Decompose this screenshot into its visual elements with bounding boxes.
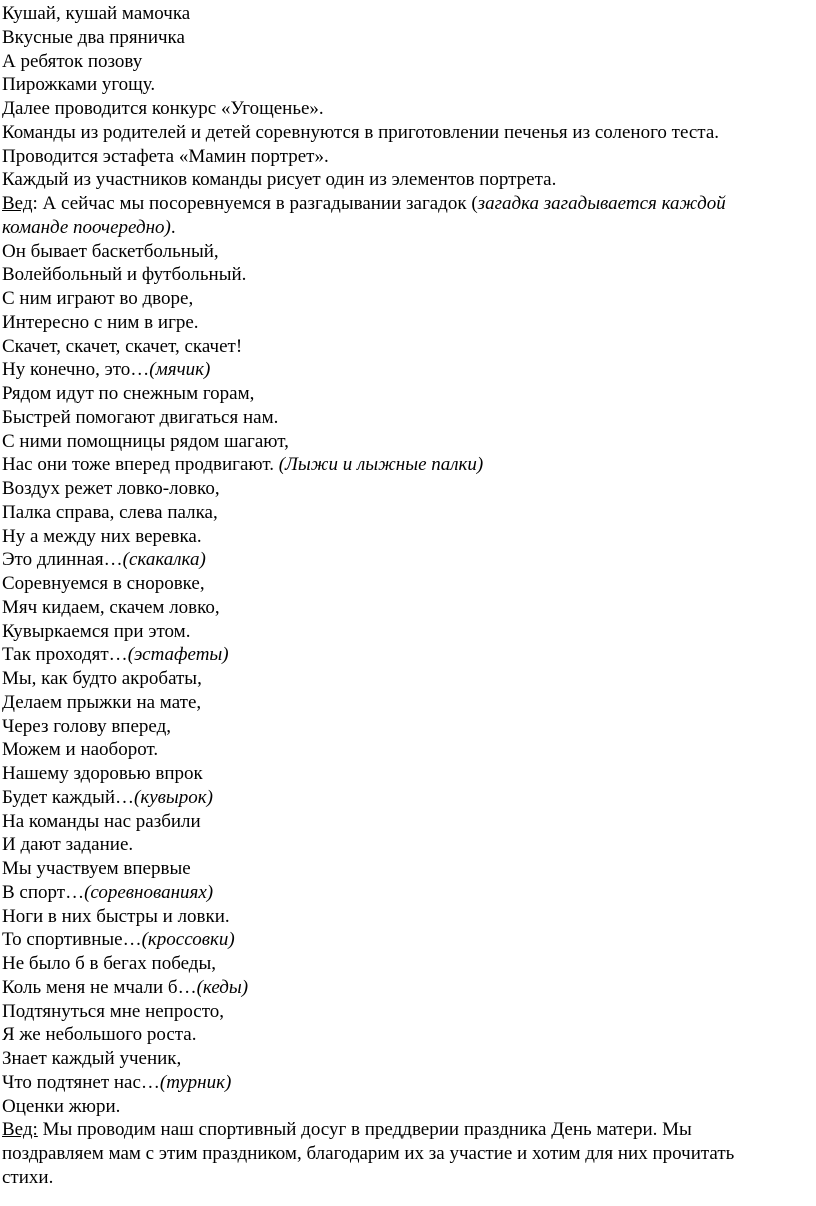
text-run: (кеды) [196,976,249,998]
text-line [2,430,289,454]
text-run: Рядом идут по снежным горам, [2,383,255,404]
text-run: Воздух режет ловко-ловко, [2,478,220,499]
text-run: стихи. [2,1166,54,1188]
text-line [2,857,191,881]
text-run: Волейбольный и футбольный. [2,264,247,286]
text-run: Вкусные два пряничка [2,26,185,48]
text-line [2,1023,196,1047]
text-run: А ребяток позову [2,50,143,72]
text-line [2,358,210,382]
text-line [2,1071,231,1095]
text-run: Ноги в них быстры и ловки. [2,905,230,927]
text-run: Кушай, кушай мамочка [2,3,191,24]
text-run: Можем и наоборот. [2,739,159,761]
text-line [2,97,324,121]
text-run: На команды нас разбили [2,810,201,832]
text-run: Это длинная… [2,549,123,571]
text-run: Нас они тоже вперед продвигают. [2,454,279,476]
text-line [2,121,719,145]
text-line [2,26,185,50]
text-run: Не было б в бегах победы, [2,953,216,974]
text-run: Мяч кидаем, скачем ловко, [2,596,220,618]
text-run: (скакалка) [122,549,206,571]
text-line [2,50,142,74]
text-run: Делаем прыжки на мате, [2,691,202,713]
text-line [2,477,220,501]
text-run: Каждый из участников команды рисует один из элементов портрета. [2,169,557,191]
text-line [2,691,201,715]
text-line [2,382,254,406]
text-line [2,976,248,1000]
text-line [2,406,278,430]
text-run: С ним играют во дворе, [2,288,194,309]
text-run: (кроссовки) [141,929,235,951]
text-run: (турник) [159,1071,232,1093]
text-line [2,928,235,952]
text-line [2,738,158,762]
text-line [2,548,206,572]
text-run: Будет каждый… [2,786,134,808]
text-run: (соревнованиях) [84,881,214,903]
text-line [2,145,329,169]
text-run: : А сейчас мы посоревнуемся в разгадывании загадок ( [32,193,478,214]
text-line [2,1000,224,1024]
text-line [2,905,230,929]
text-run: Мы, как будто акробаты, [2,668,202,689]
text-run: загадка загадывается каждой [477,193,726,214]
text-line [2,833,133,857]
text-line [2,786,213,810]
text-run: Вед [2,193,33,214]
text-run: Знает каждый ученик, [2,1048,182,1069]
text-run: Скачет, скачет, скачет, скачет! [2,335,243,357]
text-run: В спорт… [2,881,85,903]
text-line [2,810,201,834]
text-line [2,168,556,192]
text-run: Проводится эстафета «Мамин портрет». [2,145,329,167]
text-run: (мячик) [149,359,211,381]
text-run: Интересно с ним в игре. [2,311,199,333]
text-line [2,952,216,976]
text-run: Коль меня не мчали б… [2,976,197,998]
text-line [2,192,726,216]
text-line [2,335,242,359]
text-run: Далее проводится конкурс «Угощенье». [2,98,324,119]
text-run: Я же небольшого роста. [2,1024,197,1046]
text-run: Мы участвуем впервые [2,858,191,879]
text-run: Соревнуемся в сноровке, [2,573,205,594]
text-line [2,1095,120,1119]
text-line [2,643,229,667]
text-line [2,216,176,240]
text-line [2,762,203,786]
text-line [2,73,155,97]
text-line [2,572,205,596]
text-run: Быстрей помогают двигаться нам. [2,406,279,428]
text-run: Через голову вперед, [2,715,171,737]
text-line [2,501,218,525]
text-line [2,311,199,335]
text-run: Мы проводим наш спортивный досуг в преддверии праздника День матери. Мы [37,1119,692,1141]
text-run: (кувырок) [134,786,213,808]
text-line [2,263,246,287]
text-run: (эстафеты) [127,644,229,666]
text-line [2,715,171,739]
text-line [2,525,202,549]
text-run: Палка справа, слева палка, [2,501,218,523]
text-line [2,881,213,905]
text-run: Ну конечно, это… [2,359,150,381]
text-run: Подтянуться мне непросто, [2,1000,225,1022]
text-run: Кувыркаемся при этом. [2,620,191,642]
text-line [2,1118,692,1142]
text-run: То спортивные… [2,929,142,951]
text-run: (Лыжи и лыжные палки) [278,454,484,476]
text-run: Ну а между них веревка. [2,525,202,547]
text-line [2,667,202,691]
text-run: Так проходят… [2,644,128,666]
text-run: Пирожками угощу. [2,74,156,96]
text-line [2,287,193,311]
text-run: И дают задание. [2,834,134,856]
text-line [2,1142,734,1166]
text-run: Вед: [2,1119,38,1141]
text-run: С ними помощницы рядом шагают, [2,430,289,452]
text-line [2,1166,53,1190]
text-line [2,596,220,620]
text-run: Команды из родителей и детей соревнуются в приготовлении печенья из соленого теста. [2,121,720,143]
text-run: поздравляем мам с этим праздником, благодарим их за участие и хотим для них прочитать [2,1143,735,1164]
text-line [2,620,190,644]
text-run: Он бывает баскетбольный, [2,240,219,262]
text-line [2,2,190,26]
text-run: . [170,216,176,238]
text-run: Нашему здоровью впрок [2,763,203,784]
text-line [2,453,483,477]
text-line [2,1047,181,1071]
text-run: Что подтянет нас… [2,1071,160,1093]
text-run: Оценки жюри. [2,1095,121,1117]
text-run: команде поочередно) [2,216,171,238]
text-line [2,240,219,264]
